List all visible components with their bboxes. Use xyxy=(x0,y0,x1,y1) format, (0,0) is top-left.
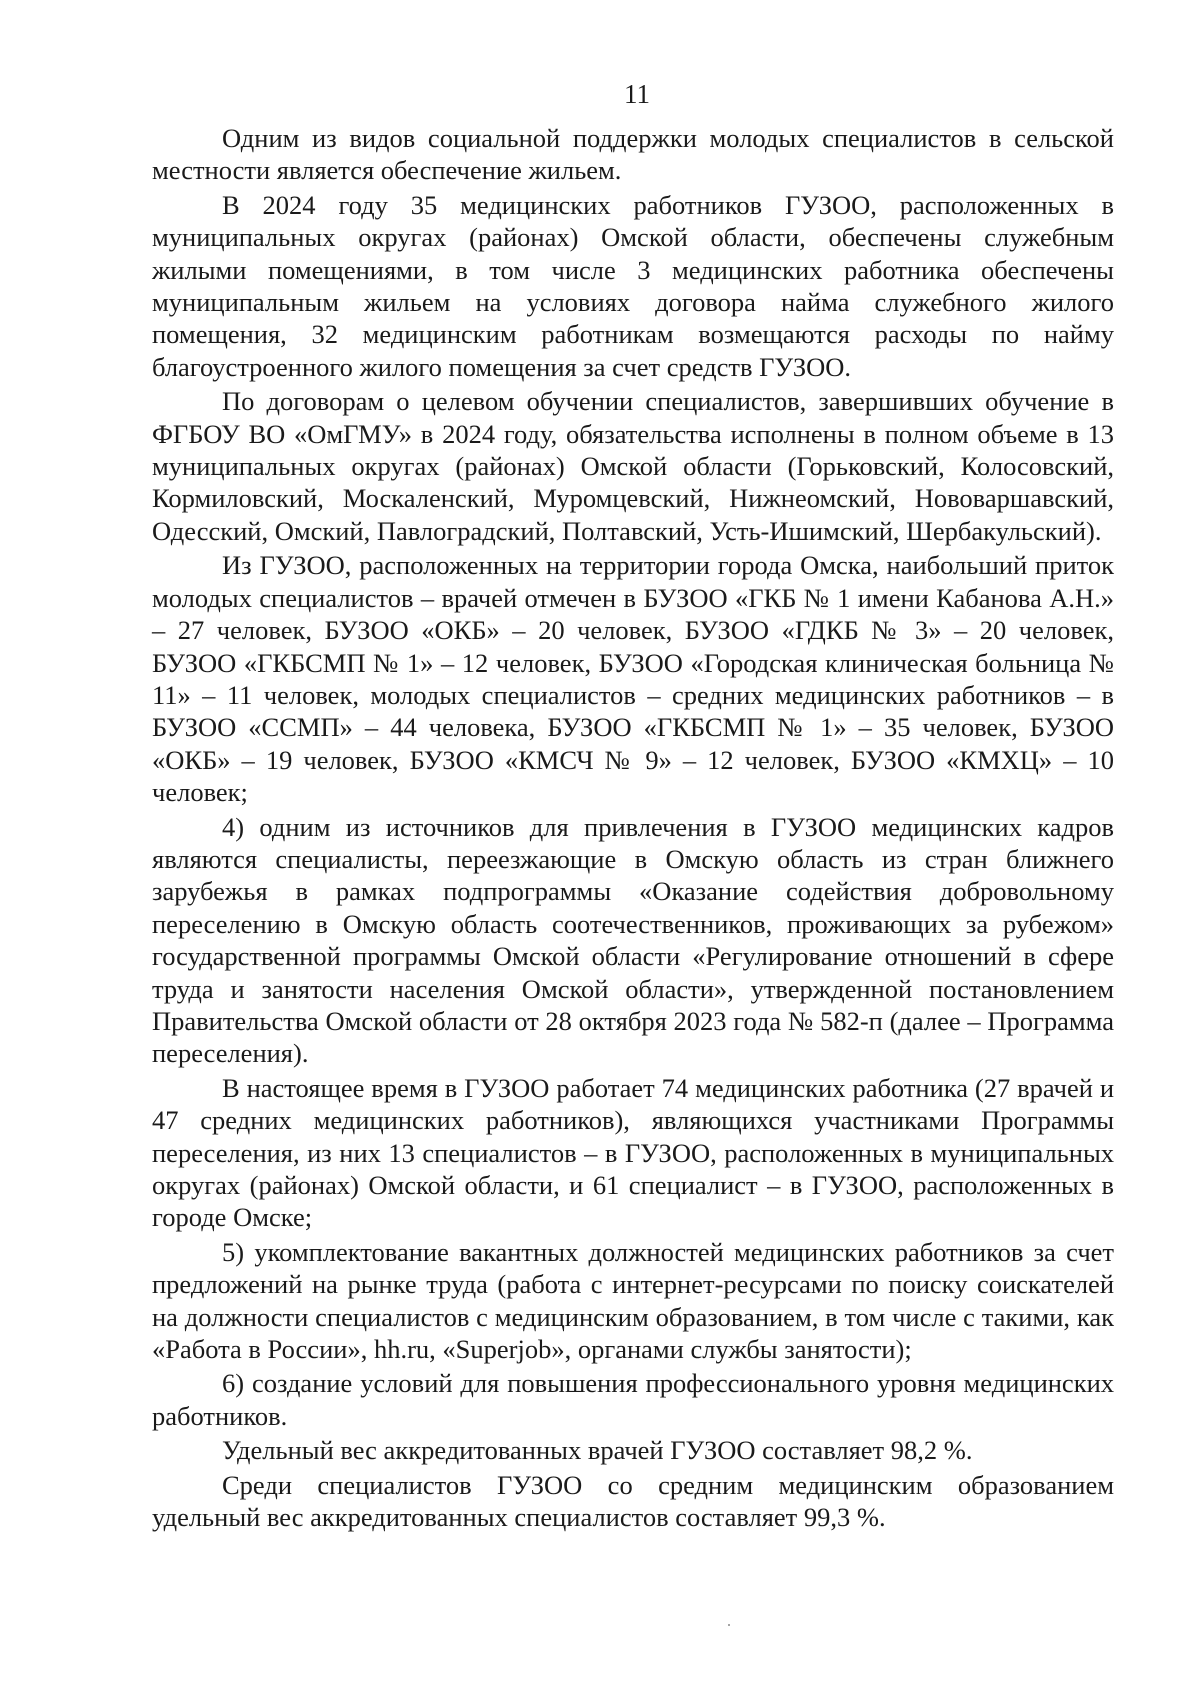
paragraph-accredited-doctors: Удельный вес аккредитованных врачей ГУЗОО составляет 98,2 %. xyxy=(222,1435,973,1466)
paragraph-item-6-professional-level: 6) создание условий для повышения профессионального уровня медицинских работников. xyxy=(152,1368,1114,1431)
paragraph-item-5-staffing: 5) укомплектование вакантных должностей медицинских работников за счет предложений на рынке труда (работа с интернет-ресурсами по поиску соискателей на должности специалистов с медицинским образованием, в том числе с такими, как «Работа в России», hh.ru, «Superjob», органами службы занятости); xyxy=(152,1236,1114,1365)
paragraph-item-4-resettlement: 4) одним из источников для привлечения в ГУЗОО медицинских кадров являются специалисты, переезжающие в Омскую область из стран ближнего зарубежья в рамках подпрограммы «Оказание содействия добровольному переселению в Омскую область соотечественников, проживающих за рубежом» государственной программы Омской области «Регулирование отношений в сфере труда и занятости населения Омской области», утвержденной постановлением Правительства Омской области от 28 октября 2023 года № 582-п (далее – Программа переселения). xyxy=(152,811,1114,1069)
page-number: 11 xyxy=(624,79,650,109)
paragraph-housing-2024: В 2024 году 35 медицинских работников ГУЗОО, расположенных в муниципальных округах (районах) Омской области, обеспечены служебным жилыми помещениями, в том числе 3 медицинских работника обеспечены муниципальным жильем на условиях договора найма служебного жилого помещения, 32 медицинским работникам возмещаются расходы по найму благоустроенного жилого помещения за счет средств ГУЗОО. xyxy=(152,189,1114,382)
scan-speck xyxy=(728,1624,730,1626)
paragraph-resettlement-participants: В настоящее время в ГУЗОО работает 74 медицинских работника (27 врачей и 47 средних медицинских работников), являющихся участниками Программы переселения, из них 13 специалистов – в ГУЗОО, расположенных в муниципальных округах (районах) Омской области, и 61 специалист – в ГУЗОО, расположенных в городе Омске; xyxy=(152,1072,1114,1233)
paragraph-housing-support: Одним из видов социальной поддержки молодых специалистов в сельской местности является обеспечение жильем. xyxy=(152,123,1114,186)
document-body xyxy=(152,122,1114,1535)
paragraph-accredited-nurses: Среди специалистов ГУЗОО со средним медицинским образованием удельный вес аккредитованных специалистов составляет 99,3 %. xyxy=(152,1469,1114,1533)
paragraph-young-specialists-omsk: Из ГУЗОО, расположенных на территории города Омска, наибольший приток молодых специалистов – врачей отмечен в БУЗОО «ГКБ № 1 имени Кабанова А.Н.» – 27 человек, БУЗОО «ОКБ» – 20 человек, БУЗОО «ГДКБ № 3» – 20 человек, БУЗОО «ГКБСМП № 1» – 12 человек, БУЗОО «Городская клиническая больница № 11» – 11 человек, молодых специалистов – средних медицинских работников – в БУЗОО «ССМП» – 44 человека, БУЗОО «ГКБСМП № 1» – 35 человек, БУЗОО «ОКБ» – 19 человек, БУЗОО «КМСЧ № 9» – 12 человек, БУЗОО «КМХЦ» – 10 человек; xyxy=(152,550,1114,808)
paragraph-targeted-training: По договорам о целевом обучении специалистов, завершивших обучение в ФГБОУ ВО «ОмГМУ» в 2024 году, обязательства исполнены в полном объеме в 13 муниципальных округах (районах) Омской области (Горьковский, Колосовский, Кормиловский, Москаленский, Муромцевский, Нижнеомский, Нововаршавский, Одесский, Омский, Павлоградский, Полтавский, Усть-Ишимский, Шербакульский). xyxy=(152,386,1114,546)
